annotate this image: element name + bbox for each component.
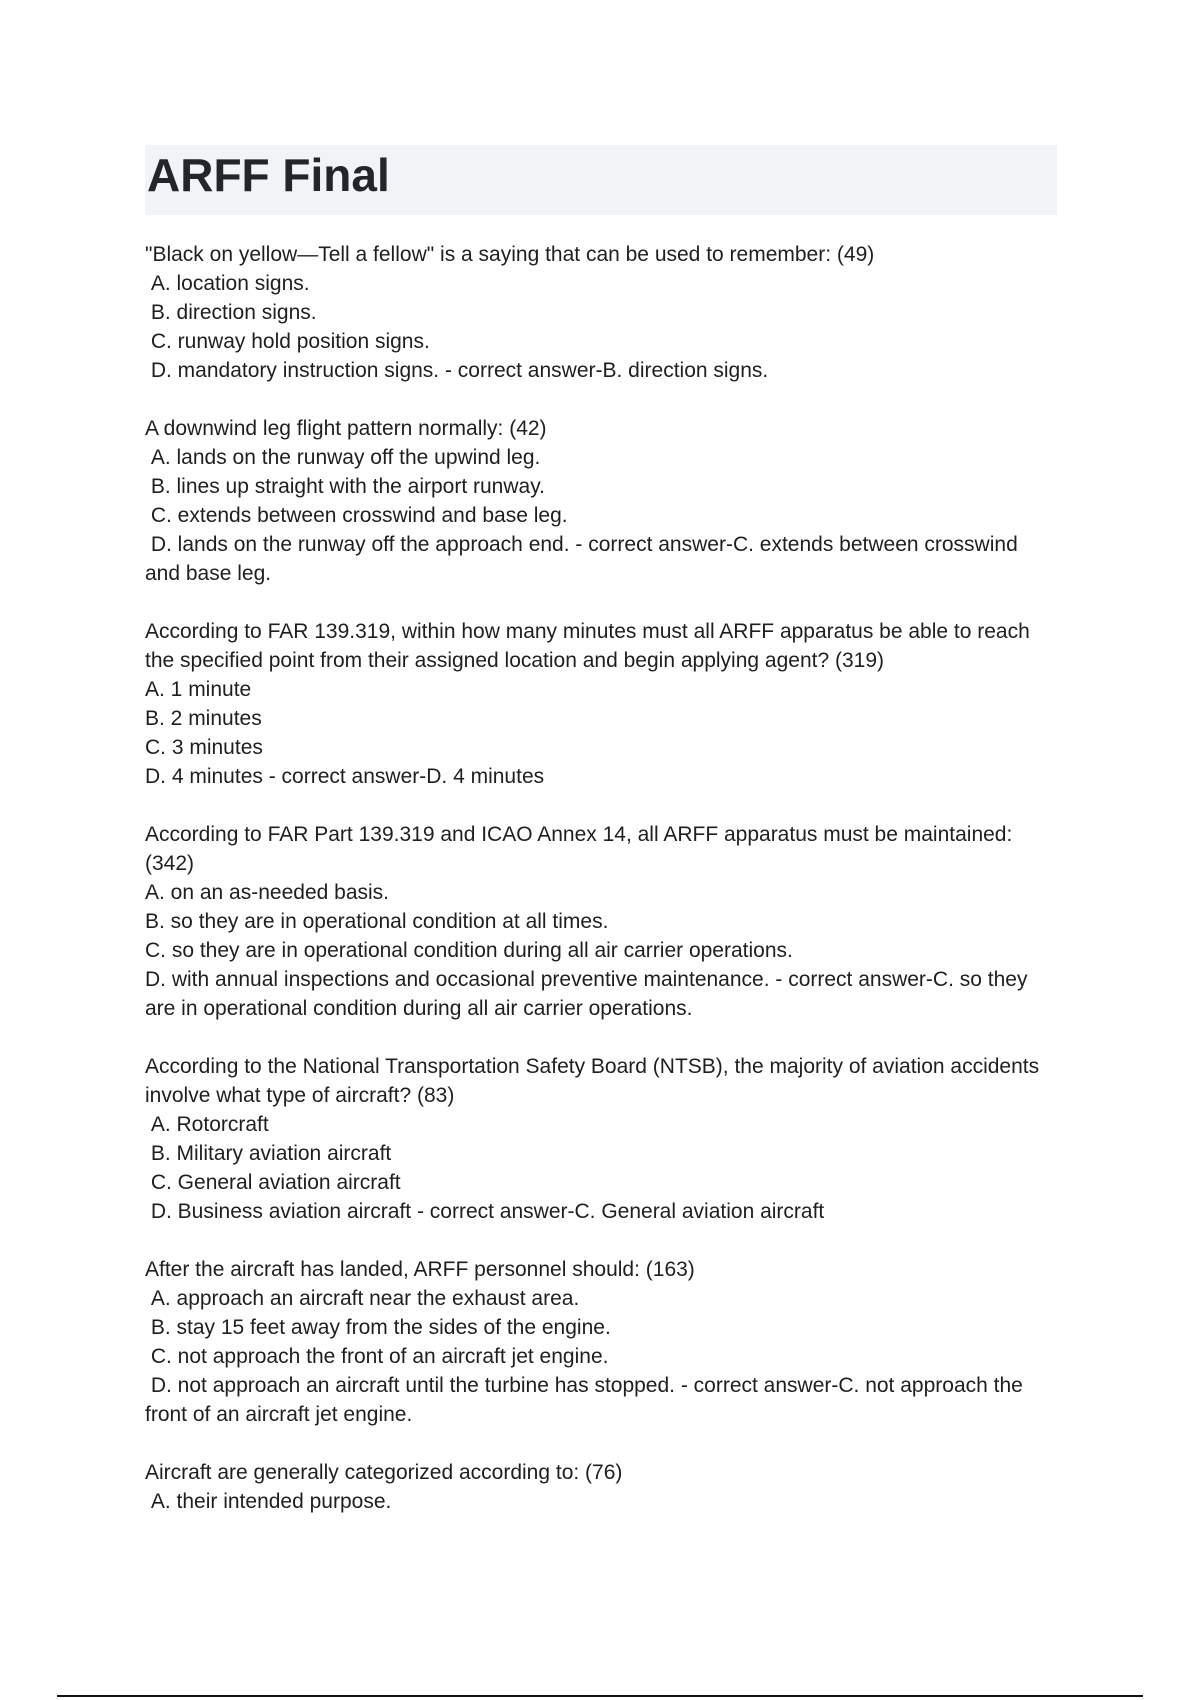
answer-option: C. so they are in operational condition during all air carrier operations. — [145, 939, 793, 962]
document-title: ARFF Final — [147, 149, 390, 201]
question-text: After the aircraft has landed, ARFF personnel should: (163) — [145, 1258, 695, 1281]
question-block — [145, 1255, 1045, 1429]
answer-option: C. General aviation aircraft — [145, 1171, 401, 1194]
answer-option: A. approach an aircraft near the exhaust area. — [145, 1287, 580, 1310]
answer-option: B. 2 minutes — [145, 707, 262, 730]
answer-option: D. mandatory instruction signs. - correct answer-B. direction signs. — [145, 359, 769, 382]
answer-option: A. lands on the runway off the upwind leg. — [145, 446, 541, 469]
answer-option: B. lines up straight with the airport runway. — [145, 475, 545, 498]
answer-option: D. with annual inspections and occasional preventive maintenance. - correct answer-C. so they are in operational condition during all air carrier operations. — [145, 968, 1034, 1020]
question-block — [145, 617, 1045, 791]
question-text: A downwind leg flight pattern normally: (42) — [145, 417, 547, 440]
answer-option: D. lands on the runway off the approach end. - correct answer-C. extends between crosswind and base leg. — [145, 533, 1024, 585]
page-bottom-divider — [57, 1695, 1143, 1697]
question-text: According to the National Transportation Safety Board (NTSB), the majority of aviation accidents involve what type of aircraft? (83) — [145, 1055, 1045, 1107]
answer-option: C. not approach the front of an aircraft jet engine. — [145, 1345, 609, 1368]
question-block — [145, 1458, 1045, 1516]
answer-option: B. so they are in operational condition at all times. — [145, 910, 609, 933]
answer-option: D. 4 minutes - correct answer-D. 4 minutes — [145, 765, 545, 788]
answer-option: D. not approach an aircraft until the turbine has stopped. - correct answer-C. not approach the front of an aircraft jet engine. — [145, 1374, 1029, 1426]
answer-option: B. direction signs. — [145, 301, 317, 324]
answer-option: A. on an as-needed basis. — [145, 881, 390, 904]
question-list — [145, 240, 1045, 1545]
question-block — [145, 414, 1045, 588]
answer-option: A. Rotorcraft — [145, 1113, 269, 1136]
answer-option: A. location signs. — [145, 272, 310, 295]
question-text: "Black on yellow—Tell a fellow" is a saying that can be used to remember: (49) — [145, 243, 875, 266]
question-text: According to FAR Part 139.319 and ICAO Annex 14, all ARFF apparatus must be maintained: (342) — [145, 823, 1019, 875]
answer-option: C. runway hold position signs. — [145, 330, 430, 353]
question-block — [145, 820, 1045, 1023]
answer-option: D. Business aviation aircraft - correct answer-C. General aviation aircraft — [145, 1200, 825, 1223]
title-banner — [145, 145, 1057, 215]
question-block — [145, 1052, 1045, 1226]
question-block — [145, 240, 1045, 385]
answer-option: A. 1 minute — [145, 678, 252, 701]
answer-option: C. extends between crosswind and base leg. — [145, 504, 568, 527]
question-text: Aircraft are generally categorized according to: (76) — [145, 1461, 623, 1484]
answer-option: B. stay 15 feet away from the sides of the engine. — [145, 1316, 611, 1339]
answer-option: B. Military aviation aircraft — [145, 1142, 392, 1165]
answer-option: A. their intended purpose. — [145, 1490, 392, 1513]
answer-option: C. 3 minutes — [145, 736, 263, 759]
question-text: According to FAR 139.319, within how many minutes must all ARFF apparatus be able to reach the specified point from their assigned location and begin applying agent? (319) — [145, 620, 1036, 672]
